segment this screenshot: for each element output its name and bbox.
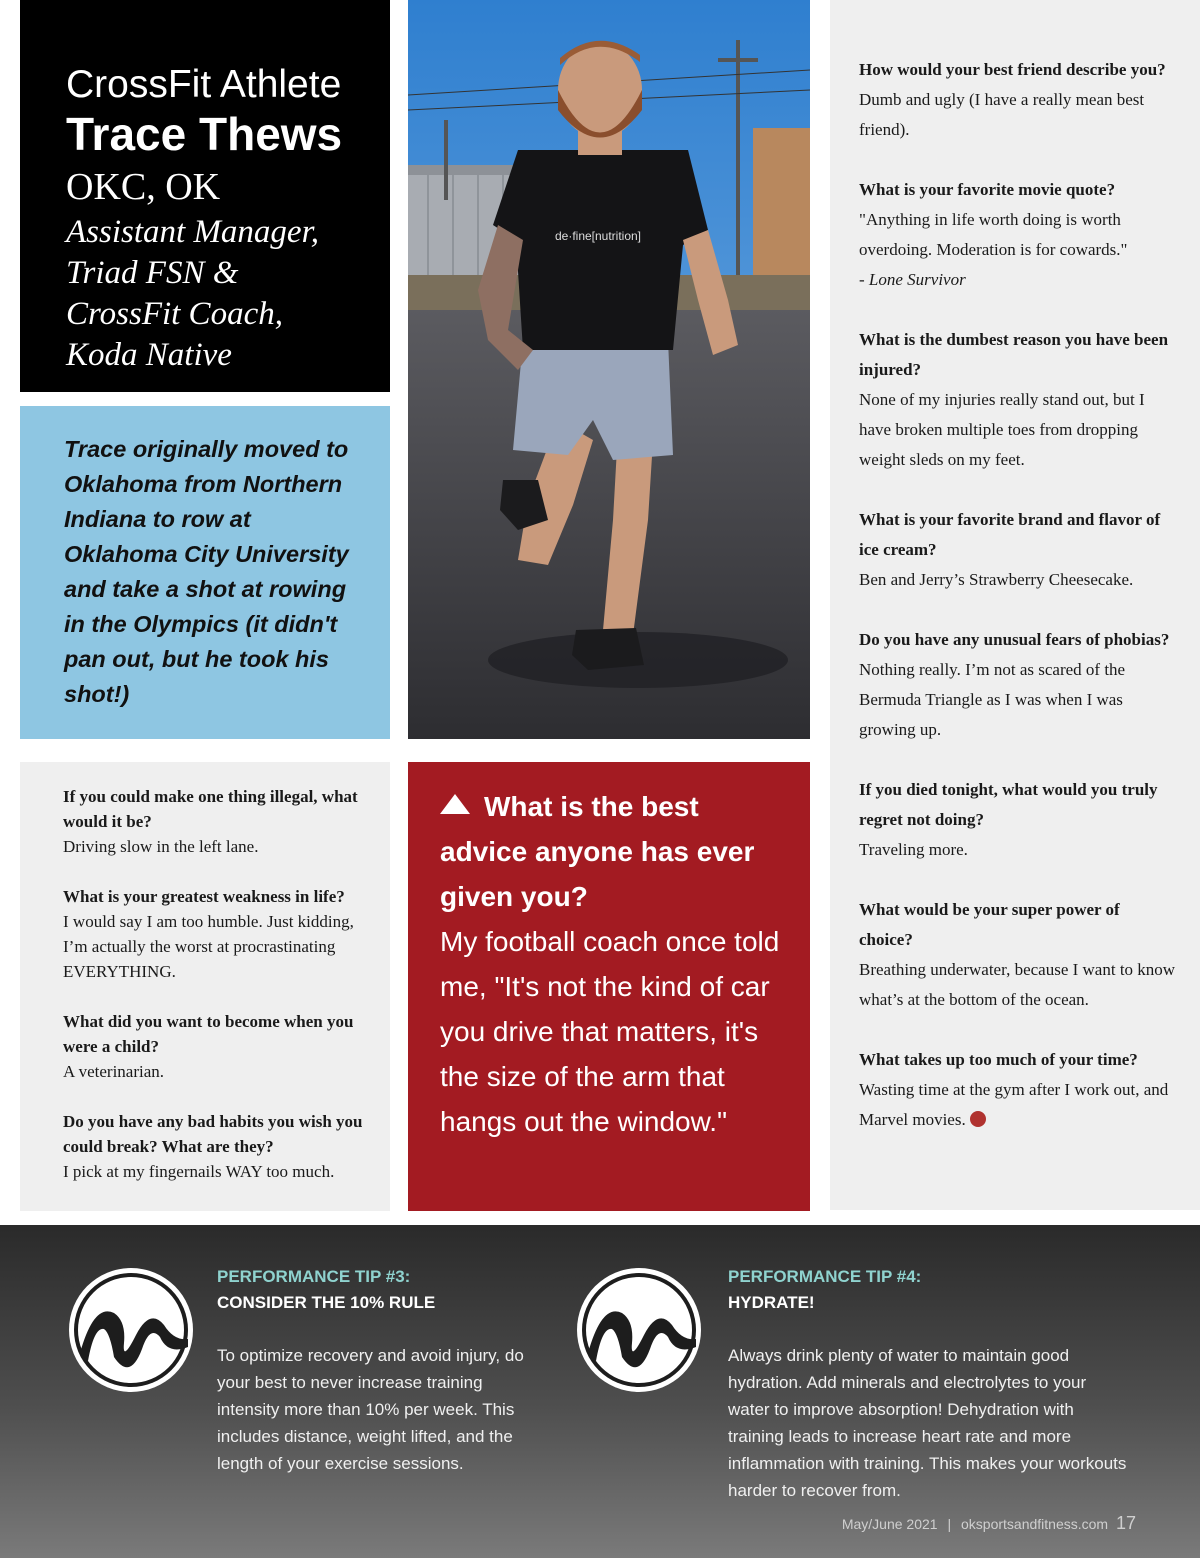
featured-quote <box>408 762 810 1211</box>
qa-item <box>859 1045 1176 1135</box>
page-number: 17 <box>1115 1513 1136 1533</box>
qa-item <box>859 55 1176 145</box>
qa-answer: Breathing underwater, because I want to know what’s at the bottom of the ocean. <box>859 960 1176 1009</box>
qa-item <box>63 1009 370 1084</box>
qa-answer: I pick at my fingernails WAY too much. <box>63 1162 335 1181</box>
quote-answer: My football coach once told me, "It's not the kind of car you drive that matters, it's the size of the arm that hangs out the window." <box>440 926 780 1137</box>
athlete-name: Trace Thews <box>66 108 343 160</box>
page-footer <box>842 1513 1136 1534</box>
intro-text: Trace originally moved to Oklahoma from Northern Indiana to row at Oklahoma City University and take a shot at rowing in the Olympics (it didn't pan out, but he took his shot!) <box>64 436 349 707</box>
intro-block <box>20 406 390 739</box>
role-line: Koda Native <box>66 337 232 373</box>
qa-answer: Traveling more. <box>859 840 968 859</box>
issue-date: May/June 2021 <box>841 1516 938 1532</box>
qa-item <box>859 895 1176 1015</box>
qa-answer: None of my injuries really stand out, but I have broken multiple toes from dropping weight sleds on my feet. <box>859 390 1145 469</box>
qa-question: What is your greatest weakness in life? <box>63 887 345 906</box>
qa-question: What is your favorite movie quote? <box>859 180 1116 199</box>
athlete-location: OKC, OK <box>66 166 221 208</box>
qa-question: If you died tonight, what would you truly regret not doing? <box>859 780 1158 829</box>
qa-question: How would your best friend describe you? <box>859 60 1166 79</box>
qa-answer: I would say I am too humble. Just kidding, I’m actually the worst at procrastinating EVERYTHING. <box>63 912 354 981</box>
qa-item <box>63 784 370 859</box>
role-line: CrossFit Coach, <box>66 296 283 332</box>
website-link[interactable]: oksportsandfitness.com <box>961 1516 1109 1532</box>
qa-answer: Ben and Jerry’s Strawberry Cheesecake. <box>859 570 1134 589</box>
tip-body: Always drink plenty of water to maintain good hydration. Add minerals and electrolytes to your water to improve absorption! Dehydration with training leads to increase heart rate and more inflammation with training. This makes your workouts harder to recover from. <box>728 1346 1127 1500</box>
tip-title: CONSIDER THE 10% RULE <box>217 1293 436 1312</box>
qa-answer: Driving slow in the left lane. <box>63 837 259 856</box>
qa-question: What takes up too much of your time? <box>859 1050 1138 1069</box>
qa-item <box>859 625 1176 745</box>
qa-answer: Dumb and ugly (I have a really mean best friend). <box>859 90 1145 139</box>
right-qa-column <box>830 0 1200 1210</box>
performance-tips-band <box>0 1225 1200 1558</box>
performance-tip <box>728 1263 1128 1504</box>
qa-attribution: - Lone Survivor <box>859 270 966 289</box>
brand-logo-icon <box>64 1263 198 1397</box>
quote-question-text: What is the best advice anyone has ever given you? <box>440 791 755 912</box>
qa-answer <box>859 1075 1176 1135</box>
qa-item <box>63 1109 370 1184</box>
tip-title: HYDRATE! <box>728 1293 815 1312</box>
qa-item <box>63 884 370 984</box>
brand-logo-icon <box>572 1263 706 1397</box>
qa-answer: A veterinarian. <box>63 1062 165 1081</box>
athlete-photo <box>408 0 810 739</box>
title-line: CrossFit Athlete <box>66 63 342 106</box>
qa-question: What is your favorite brand and flavor of ice cream? <box>859 510 1161 559</box>
qa-question: Do you have any unusual fears of phobias? <box>859 630 1170 649</box>
qa-item <box>859 175 1176 295</box>
left-qa-column <box>20 762 390 1211</box>
role-line: Assistant Manager, <box>66 214 320 250</box>
qa-answer: "Anything in life worth doing is worth overdoing. Moderation is for cowards." <box>859 210 1128 259</box>
tip-number: PERFORMANCE TIP #4: <box>728 1267 922 1286</box>
qa-answer-text: Wasting time at the gym after I work out, and Marvel movies. <box>859 1080 1169 1129</box>
qa-question: What would be your super power of choice? <box>859 900 1120 949</box>
footer-separator: | <box>947 1516 952 1532</box>
heart-eyes-emoji-icon <box>970 1111 986 1127</box>
triangle-icon <box>440 794 470 814</box>
qa-item <box>859 325 1176 475</box>
qa-item <box>859 775 1176 865</box>
qa-answer: Nothing really. I’m not as scared of the Bermuda Triangle as I was when I was growing up. <box>859 660 1126 739</box>
role-line: Triad FSN & <box>66 255 239 291</box>
shirt-logo-text: de·fine[nutrition] <box>554 229 642 243</box>
qa-question: If you could make one thing illegal, what would it be? <box>63 787 358 831</box>
performance-tip <box>217 1263 537 1477</box>
title-block <box>20 0 390 392</box>
tip-number: PERFORMANCE TIP #3: <box>217 1267 411 1286</box>
qa-question: What did you want to become when you were a child? <box>63 1012 354 1056</box>
tip-body: To optimize recovery and avoid injury, do your best to never increase training intensity more than 10% per week. This includes distance, weight lifted, and the length of your exercise sessions. <box>217 1346 524 1473</box>
qa-item <box>859 505 1176 595</box>
qa-question: What is the dumbest reason you have been injured? <box>859 330 1169 379</box>
qa-question: Do you have any bad habits you wish you could break? What are they? <box>63 1112 363 1156</box>
quote-question <box>440 784 790 919</box>
